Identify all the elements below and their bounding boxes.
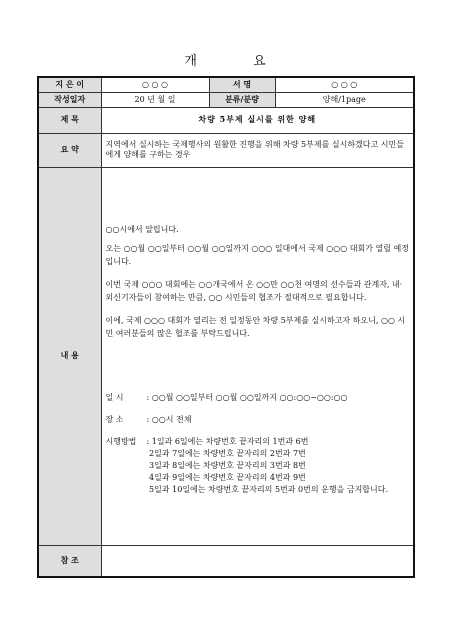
content-label: 내 용 (38, 167, 101, 545)
where-value: : ○○시 전체 (146, 414, 192, 424)
author-label: 지 은 이 (38, 77, 101, 92)
category-value[interactable]: 양해/1page (275, 92, 414, 107)
author-value[interactable]: ○ ○ ○ (101, 77, 209, 92)
method-label: 시행방법 (105, 436, 137, 446)
document-title: 개 요 (184, 54, 292, 69)
position-value[interactable]: ○ ○ ○ (275, 77, 414, 92)
reference-label: 참 조 (38, 545, 101, 577)
method-item-3: 3일과 8일에는 차량번호 끝자리의 3번과 8번 (149, 460, 306, 470)
method-item-1: : 1일과 6일에는 차량번호 끝자리의 1번과 6번 (146, 436, 309, 446)
date-label: 작성일자 (38, 92, 101, 107)
row-subject (38, 107, 414, 133)
row-reference (38, 545, 414, 577)
subject-value[interactable]: 차량 5부제 실시를 위한 양해 (101, 107, 414, 133)
method-item-4: 4일과 9일에는 차량번호 끝자리의 4번과 9번 (149, 472, 306, 482)
row-summary (38, 133, 414, 167)
category-label: 분류/분량 (209, 92, 275, 107)
paragraph-3: 이에, 국제 ○○○ 대회가 열리는 전 일정동안 차량 5부제를 실시하고자 하오니, ○○ 시민 여러분들의 많은 협조를 부탁드립니다. (105, 315, 406, 338)
greeting-text: ○○시에서 알립니다. (105, 224, 179, 234)
when-value: : ○○월 ○○일부터 ○○월 ○○일까지 ○○:○○~○○:○○ (146, 392, 348, 402)
method-item-2: 2일과 7일에는 차량번호 끝자리의 2번과 7번 (149, 448, 306, 458)
row-date (38, 92, 414, 107)
subject-label: 제 목 (38, 107, 101, 133)
method-item-5: 5일과 10일에는 차량번호 끝자리의 5번과 0번의 운행을 금지합니다. (149, 484, 389, 494)
paragraph-2: 이번 국제 ○○○ 대회에는 ○○개국에서 온 ○○만 ○○천 여명의 선수들과 관계자, 내·외신기자들이 참여하는 만큼, ○○ 시민들의 협조가 절대적으로 필요합니다. (105, 279, 403, 302)
content-body[interactable] (101, 167, 414, 545)
reference-value[interactable] (101, 545, 414, 577)
schedule-when (106, 392, 410, 404)
paragraph-1: 오는 ○○월 ○○일부터 ○○월 ○○일까지 ○○○ 일대에서 국제 ○○○ 대회가 열릴 예정입니다. (105, 243, 409, 266)
date-value[interactable]: 20 년 월 일 (101, 92, 209, 107)
position-label: 서 명 (209, 77, 275, 92)
summary-value[interactable]: 지역에서 실시하는 국제행사의 원활한 진행을 위해 차량 5부제를 실시하겠다고 시민들에게 양해를 구하는 경우 (101, 133, 414, 167)
when-label: 일 시 (105, 392, 124, 402)
row-content (38, 167, 414, 545)
schedule-where (106, 414, 410, 426)
where-label: 장 소 (105, 414, 124, 424)
row-author (38, 77, 414, 92)
summary-form-table (37, 76, 415, 578)
schedule-method (106, 436, 410, 496)
summary-label: 요 약 (38, 133, 101, 167)
